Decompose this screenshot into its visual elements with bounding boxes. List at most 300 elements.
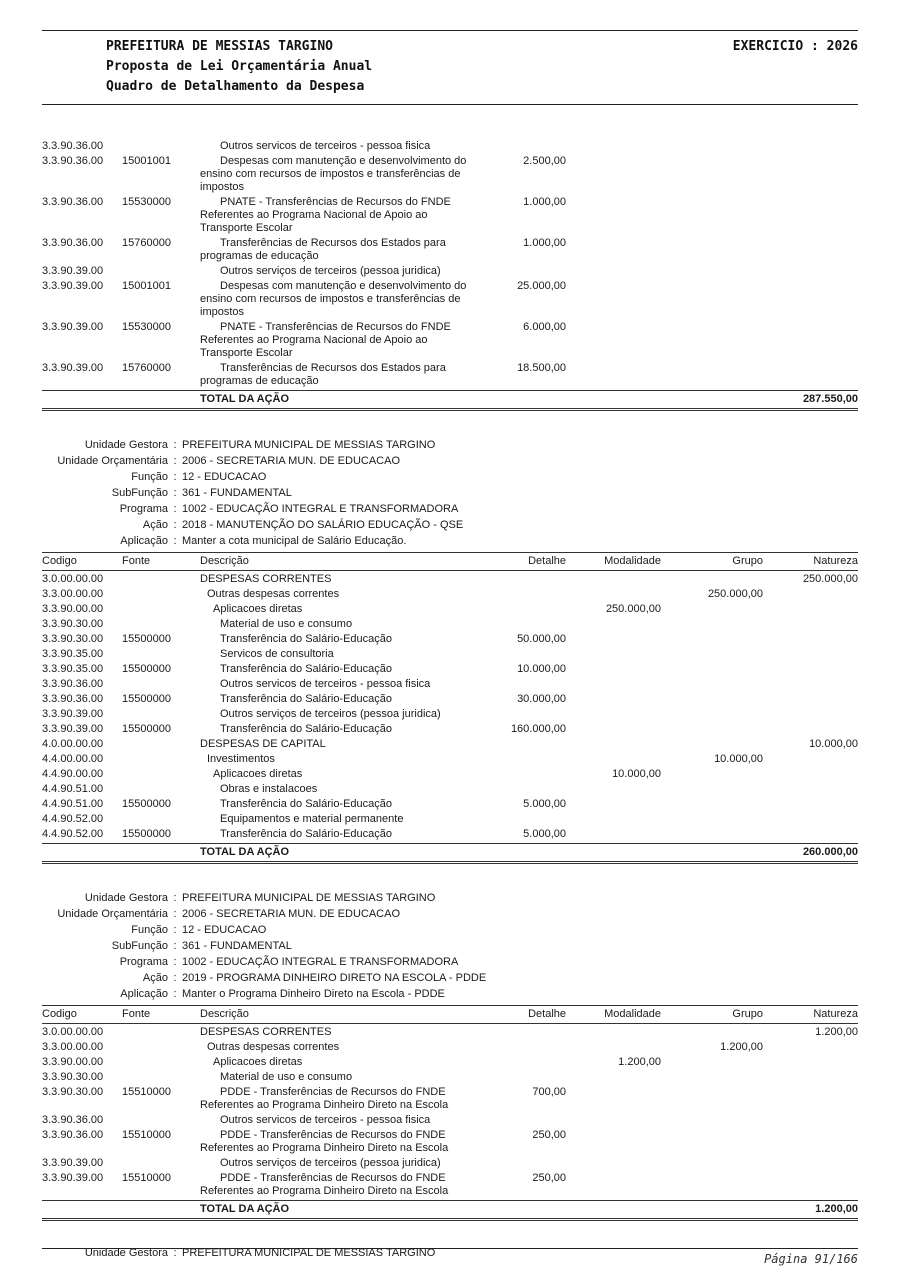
total-row [42,1200,858,1221]
cell-grupo [661,723,763,736]
cell-codigo: 3.3.90.39.00 [42,1172,104,1184]
cell-modalidade [566,708,661,721]
table-row [42,707,858,722]
cell-descricao: Transferência do Salário-Educação [220,828,393,840]
table-row [42,1025,858,1040]
table-row [42,827,858,842]
cell-descricao: Equipamentos e material permanente [220,813,404,825]
page-footer [42,1248,858,1266]
cell-descricao: PDDE - Transferências de Recursos do FNDE Referentes ao Programa Dinheiro Direto na Escola [200,1086,449,1111]
table-row [42,767,858,782]
cell-grupo [661,237,763,263]
meta-line [42,437,858,453]
total-value: 1.200,00 [815,1203,858,1215]
cell-natureza [763,321,858,360]
cell-descricao: Outros serviços de terceiros (pessoa juridica) [220,708,441,720]
meta-separator: : [173,940,177,952]
exercise-label: EXERCICIO : 2026 [732,39,858,54]
total-value: 287.550,00 [802,393,858,405]
table-row [42,139,858,154]
cell-modalidade [566,588,661,601]
cell-natureza [763,237,858,263]
cell-modalidade [566,280,661,319]
cell-descricao: Transferência do Salário-Educação [220,663,393,675]
cell-codigo: 3.3.90.00.00 [42,603,104,615]
cell-grupo [661,678,763,691]
cell-codigo: 3.3.90.39.00 [42,1157,104,1169]
cell-grupo: 1.200,00 [720,1041,763,1053]
cell-detalhe [482,140,566,153]
cell-modalidade [566,723,661,736]
cell-descricao: Servicos de consultoria [220,648,334,660]
cell-fonte: 15500000 [122,723,171,735]
meta-value: PREFEITURA MUNICIPAL DE MESSIAS TARGINO [182,1247,436,1259]
cell-codigo: 3.3.90.39.00 [42,723,104,735]
cell-descricao: Aplicacoes diretas [213,1056,303,1068]
cell-fonte: 15500000 [122,693,171,705]
cell-fonte [122,738,200,751]
page-number: Página 91/166 [764,1252,858,1266]
cell-natureza [763,693,858,706]
cell-grupo [661,783,763,796]
meta-line [42,970,858,986]
report-title: PREFEITURA DE MESSIAS TARGINO [106,39,333,54]
cell-codigo: 3.3.90.36.00 [42,140,104,152]
cell-fonte [122,753,200,766]
cell-grupo [661,846,763,859]
cell-fonte [122,708,200,721]
cell-descricao: Aplicacoes diretas [213,768,303,780]
budget-section [42,890,858,1221]
cell-detalhe [482,1056,566,1069]
table-row [42,692,858,707]
cell-modalidade [566,633,661,646]
cell-codigo: 3.3.90.36.00 [42,155,104,167]
cell-modalidade [566,1026,661,1039]
meta-line [42,922,858,938]
cell-natureza [763,603,858,616]
cell-modalidade [566,753,661,766]
cell-modalidade [566,618,661,631]
cell-detalhe: 5.000,00 [523,828,566,840]
cell-natureza [763,828,858,841]
meta-value: 1002 - EDUCAÇÃO INTEGRAL E TRANSFORMADORA [182,956,459,968]
cell-codigo: 4.4.90.51.00 [42,798,104,810]
meta-value: 361 - FUNDAMENTAL [182,940,292,952]
meta-line [42,938,858,954]
cell-detalhe [482,588,566,601]
meta-label: Aplicação [120,988,168,1000]
meta-line [42,890,858,906]
cell-descricao: Transferência do Salário-Educação [220,723,393,735]
cell-descricao: PNATE - Transferências de Recursos do FNDE Referentes ao Programa Nacional de Apoio ao Transporte Escolar [200,196,451,234]
cell-fonte [122,603,200,616]
cell-modalidade: 1.200,00 [618,1056,661,1068]
cell-codigo: 3.3.90.35.00 [42,663,104,675]
cell-natureza [763,723,858,736]
meta-separator: : [173,519,177,531]
meta-separator: : [173,455,177,467]
cell-descricao: DESPESAS CORRENTES [200,1026,332,1038]
cell-modalidade [566,393,661,406]
total-value: 260.000,00 [802,846,858,858]
cell-fonte [122,1203,200,1216]
cell-natureza: 10.000,00 [809,738,858,750]
cell-descricao: Transferências de Recursos dos Estados para programas de educação [200,362,446,387]
cell-grupo [661,362,763,388]
table-row [42,617,858,632]
cell-fonte [122,846,200,859]
total-row [42,843,858,864]
cell-detalhe [482,648,566,661]
cell-descricao: Outros servicos de terceiros - pessoa fisica [220,140,431,152]
meta-separator: : [173,924,177,936]
meta-label: Unidade Gestora [84,439,168,451]
cell-modalidade [566,798,661,811]
cell-codigo: 4.4.90.51.00 [42,783,104,795]
cell-codigo: 3.3.90.39.00 [42,708,104,720]
budget-section [42,437,858,864]
table-row [42,264,858,279]
cell-grupo [661,1114,763,1127]
budget-sections [42,437,858,1221]
cell-natureza [763,708,858,721]
column-header-codigo: Codigo [42,555,77,567]
meta-separator: : [173,972,177,984]
meta-separator: : [173,471,177,483]
column-header-fonte: Fonte [122,1008,151,1020]
meta-separator: : [173,988,177,1000]
cell-grupo [661,828,763,841]
cell-detalhe [482,783,566,796]
cell-fonte: 15510000 [122,1172,171,1184]
meta-line [42,906,858,922]
cell-fonte [122,393,200,406]
report-header [42,31,858,104]
cell-natureza [763,1172,858,1198]
cell-fonte: 15500000 [122,663,171,675]
cell-natureza [763,663,858,676]
cell-natureza [763,648,858,661]
cell-codigo: 3.3.90.36.00 [42,237,104,249]
cell-natureza [763,362,858,388]
cell-detalhe [482,846,566,859]
cell-modalidade [566,237,661,263]
column-header-natureza: Natureza [813,555,858,567]
cell-grupo [661,663,763,676]
cell-codigo: 3.3.90.36.00 [42,1129,104,1141]
meta-label: Programa [119,956,168,968]
table-row [42,1156,858,1171]
cell-codigo: 3.3.00.00.00 [42,1041,104,1053]
cell-grupo: 10.000,00 [714,753,763,765]
cell-grupo [661,280,763,319]
cell-modalidade [566,693,661,706]
column-header-grupo: Grupo [732,1008,763,1020]
cell-detalhe [482,603,566,616]
cell-detalhe [482,1071,566,1084]
cell-codigo [42,846,122,859]
table-row [42,572,858,587]
table-row [42,279,858,320]
cell-codigo: 4.4.90.52.00 [42,828,104,840]
cell-grupo [661,633,763,646]
cell-codigo: 3.3.90.30.00 [42,1071,104,1083]
meta-separator: : [173,956,177,968]
cell-fonte [122,1041,200,1054]
cell-natureza [763,813,858,826]
cell-codigo [42,393,122,406]
meta-label: Ação [142,972,168,984]
meta-line [42,517,858,533]
meta-label: Programa [119,503,168,515]
meta-value: 12 - EDUCACAO [182,924,267,936]
cell-detalhe [482,393,566,406]
cell-fonte [122,813,200,826]
cell-natureza [763,633,858,646]
meta-label: Unidade Orçamentária [57,455,168,467]
cell-natureza [763,1157,858,1170]
meta-value: 12 - EDUCACAO [182,471,267,483]
cell-fonte [122,1056,200,1069]
table-row [42,812,858,827]
cell-grupo [661,1056,763,1069]
cell-fonte: 15500000 [122,828,171,840]
cell-detalhe: 250,00 [532,1172,566,1184]
cell-grupo [661,798,763,811]
cell-detalhe: 250,00 [532,1129,566,1141]
section-table [42,552,858,864]
cell-grupo [661,618,763,631]
cell-grupo [661,1026,763,1039]
cell-modalidade [566,1071,661,1084]
cell-detalhe [482,708,566,721]
cell-natureza [763,196,858,235]
cell-grupo [661,1203,763,1216]
cell-codigo: 3.3.90.30.00 [42,633,104,645]
cell-fonte [122,618,200,631]
cell-detalhe [482,1203,566,1216]
cell-codigo: 3.3.90.36.00 [42,1114,104,1126]
header-bottom-rule [42,104,858,105]
cell-grupo [661,1172,763,1198]
column-header-fonte: Fonte [122,555,151,567]
cell-descricao: Aplicacoes diretas [213,603,303,615]
cell-grupo [661,265,763,278]
cell-descricao: Outros servicos de terceiros - pessoa fisica [220,678,431,690]
meta-value: Manter o Programa Dinheiro Direto na Escola - PDDE [182,988,445,1000]
meta-value: 2006 - SECRETARIA MUN. DE EDUCACAO [182,455,401,467]
meta-value: 1002 - EDUCAÇÃO INTEGRAL E TRANSFORMADORA [182,503,459,515]
cell-grupo [661,1129,763,1155]
cell-fonte: 15001001 [122,280,171,292]
meta-separator: : [173,1247,177,1259]
cell-modalidade [566,196,661,235]
cell-descricao: Transferências de Recursos dos Estados para programas de educação [200,237,446,262]
cell-fonte: 15530000 [122,321,171,333]
cell-grupo [661,813,763,826]
cell-grupo [661,603,763,616]
cell-modalidade [566,738,661,751]
cell-fonte [122,648,200,661]
cell-natureza [763,783,858,796]
total-row [42,390,858,411]
cell-natureza [763,588,858,601]
cell-modalidade [566,321,661,360]
cell-modalidade [566,813,661,826]
cell-fonte [122,140,200,153]
cell-codigo: 3.3.90.39.00 [42,362,104,374]
meta-label: Ação [142,519,168,531]
meta-label: SubFunção [111,940,168,952]
cell-fonte [122,265,200,278]
meta-line [42,501,858,517]
cell-fonte: 15760000 [122,362,171,374]
cell-natureza: 250.000,00 [802,573,858,585]
cell-modalidade: 10.000,00 [612,768,661,780]
cell-grupo [661,708,763,721]
meta-line [42,485,858,501]
cell-codigo: 3.0.00.00.00 [42,573,104,585]
meta-label: Função [131,924,168,936]
cell-grupo [661,393,763,406]
cell-fonte [122,1157,200,1170]
table-header-row [42,1005,858,1024]
cell-fonte: 15500000 [122,798,171,810]
cell-modalidade [566,663,661,676]
cell-grupo [661,196,763,235]
cell-descricao: PDDE - Transferências de Recursos do FNDE Referentes ao Programa Dinheiro Direto na Escola [200,1129,449,1154]
cell-fonte [122,1114,200,1127]
cell-codigo: 3.3.90.39.00 [42,280,104,292]
cell-grupo [661,1157,763,1170]
table-row [42,587,858,602]
cell-grupo [661,1071,763,1084]
cell-modalidade [566,265,661,278]
cell-fonte: 15510000 [122,1086,171,1098]
cell-natureza [763,140,858,153]
table-row [42,647,858,662]
cell-grupo [661,1086,763,1112]
table-row [42,154,858,195]
cell-grupo [661,155,763,194]
cell-modalidade [566,1203,661,1216]
cell-detalhe: 1.000,00 [523,237,566,249]
table-row [42,1171,858,1199]
cell-descricao: Outras despesas correntes [207,1041,340,1053]
cell-descricao: Material de uso e consumo [220,618,353,630]
cell-detalhe: 5.000,00 [523,798,566,810]
total-label: TOTAL DA AÇÃO [200,393,290,405]
cell-grupo: 250.000,00 [707,588,763,600]
cell-grupo [661,768,763,781]
column-header-modalidade: Modalidade [604,555,661,567]
meta-separator: : [173,503,177,515]
section-table [42,1005,858,1221]
cell-descricao: DESPESAS CORRENTES [200,573,332,585]
cell-fonte: 15001001 [122,155,171,167]
cell-descricao: PNATE - Transferências de Recursos do FNDE Referentes ao Programa Nacional de Apoio ao Transporte Escolar [200,321,451,359]
cell-natureza [763,1041,858,1054]
table-header-row [42,552,858,571]
cell-descricao: Outras despesas correntes [207,588,340,600]
cell-modalidade: 250.000,00 [605,603,661,615]
table-row [42,737,858,752]
cell-codigo: 3.3.90.35.00 [42,648,104,660]
cell-descricao: Obras e instalacoes [220,783,318,795]
cell-codigo: 3.3.90.39.00 [42,265,104,277]
column-header-grupo: Grupo [732,555,763,567]
cell-detalhe [482,1114,566,1127]
cell-detalhe [482,265,566,278]
column-header-descricao: Descrição [200,1008,249,1020]
cell-descricao: Material de uso e consumo [220,1071,353,1083]
footer-rule [42,1248,858,1249]
cell-natureza [763,1086,858,1112]
cell-codigo [42,1203,122,1216]
cell-fonte [122,1071,200,1084]
cell-detalhe [482,1041,566,1054]
cell-descricao: PDDE - Transferências de Recursos do FNDE Referentes ao Programa Dinheiro Direto na Escola [200,1172,449,1197]
meta-label: Unidade Orçamentária [57,908,168,920]
meta-label: Unidade Gestora [84,1247,168,1259]
meta-separator: : [173,535,177,547]
meta-line [42,453,858,469]
cell-modalidade [566,140,661,153]
column-header-descricao: Descrição [200,555,249,567]
meta-value: PREFEITURA MUNICIPAL DE MESSIAS TARGINO [182,892,436,904]
cell-natureza [763,618,858,631]
cell-descricao: Investimentos [207,753,275,765]
meta-value: 2018 - MANUTENÇÃO DO SALÁRIO EDUCAÇÃO - QSE [182,519,464,531]
cell-modalidade [566,573,661,586]
cell-descricao: Outros serviços de terceiros (pessoa juridica) [220,1157,441,1169]
table-row [42,361,858,389]
meta-line [42,533,858,549]
cell-codigo: 3.3.90.30.00 [42,618,104,630]
cell-fonte: 15530000 [122,196,171,208]
cell-detalhe [482,1026,566,1039]
cell-detalhe [482,1157,566,1170]
cell-detalhe: 25.000,00 [517,280,566,292]
cell-modalidade [566,678,661,691]
cell-descricao: DESPESAS DE CAPITAL [200,738,326,750]
cell-grupo [661,693,763,706]
column-header-detalhe: Detalhe [528,555,566,567]
cell-codigo: 4.4.90.52.00 [42,813,104,825]
cell-codigo: 4.4.90.00.00 [42,768,104,780]
cell-modalidade [566,1086,661,1112]
cell-natureza [763,155,858,194]
cell-descricao: Transferência do Salário-Educação [220,693,393,705]
cell-detalhe [482,738,566,751]
cell-descricao: Transferência do Salário-Educação [220,798,393,810]
cell-detalhe [482,573,566,586]
cell-descricao: Transferência do Salário-Educação [220,633,393,645]
cell-descricao: Outros servicos de terceiros - pessoa fisica [220,1114,431,1126]
cell-natureza [763,768,858,781]
table-row [42,1113,858,1128]
cell-modalidade [566,648,661,661]
meta-separator: : [173,439,177,451]
meta-label: Unidade Gestora [84,892,168,904]
continuation-table [42,139,858,411]
cell-detalhe: 160.000,00 [510,723,566,735]
cell-natureza [763,280,858,319]
cell-grupo [661,738,763,751]
meta-label: SubFunção [111,487,168,499]
cell-natureza [763,798,858,811]
